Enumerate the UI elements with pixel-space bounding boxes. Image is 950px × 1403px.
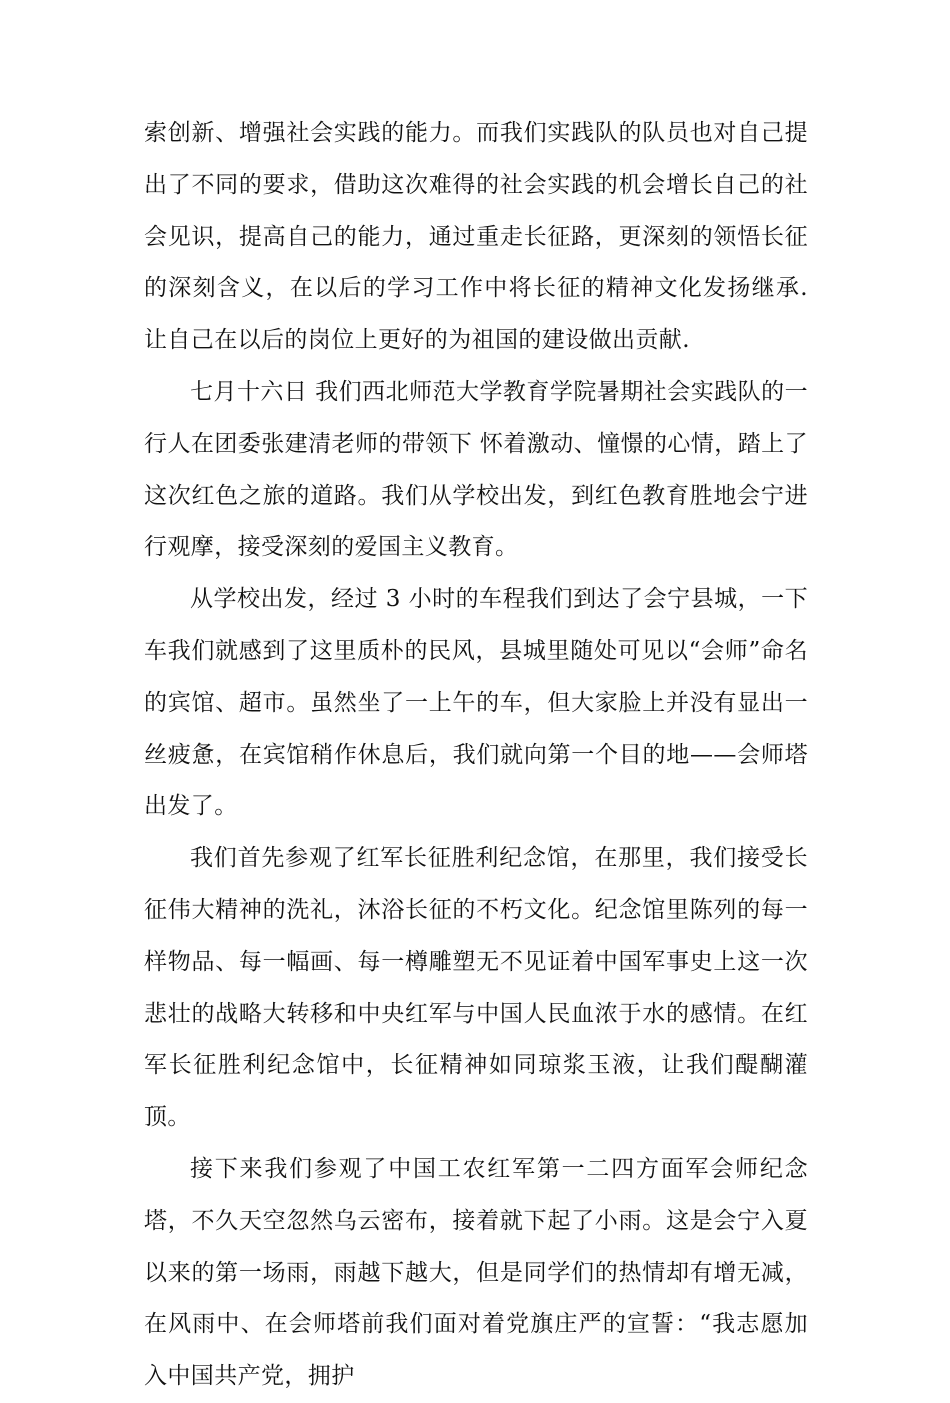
paragraph-4: 我们首先参观了红军长征胜利纪念馆，在那里，我们接受长征伟大精神的洗礼，沐浴长征的不朽文化。纪念馆里陈列的每一样物品、每一幅画、每一樽雕塑无不见证着中国军事史上这一次悲壮的战略大转移和中央红军与中国人民血浓于水的感情。在红军长征胜利纪念馆中，长征精神如同琼浆玉液，让我们醍醐灌顶。 <box>144 845 808 1131</box>
paragraph-2: 七月十六日 我们西北师范大学教育学院暑期社会实践队的一行人在团委张建清老师的带领下 怀着激动、憧憬的心情，踏上了这次红色之旅的道路。我们从学校出发，到红色教育胜地会宁进行观摩，接受深刻的爱国主义教育。 <box>144 378 808 561</box>
paragraph-5: 接下来我们参观了中国工农红军第一二四方面军会师纪念塔，不久天空忽然乌云密布，接着就下起了小雨。这是会宁入夏以来的第一场雨，雨越下越大，但是同学们的热情却有增无减，在风雨中、在会师塔前我们面对着党旗庄严的宣誓：“我志愿加入中国共产党，拥护 <box>144 1155 808 1390</box>
document-body <box>144 108 808 1403</box>
paragraph-3: 从学校出发，经过 3 小时的车程我们到达了会宁县城，一下车我们就感到了这里质朴的民风，县城里随处可见以“会师”命名的宾馆、超市。虽然坐了一上午的车，但大家脸上并没有显出一丝疲惫，在宾馆稍作休息后，我们就向第一个目的地——会师塔出发了。 <box>144 586 808 820</box>
paragraph-1: 索创新、增强社会实践的能力。而我们实践队的队员也对自己提出了不同的要求，借助这次难得的社会实践的机会增长自己的社会见识，提高自己的能力，通过重走长征路，更深刻的领悟长征的深刻含义，在以后的学习工作中将长征的精神文化发扬继承. 让自己在以后的岗位上更好的为祖国的建设做出贡献. <box>144 120 808 354</box>
